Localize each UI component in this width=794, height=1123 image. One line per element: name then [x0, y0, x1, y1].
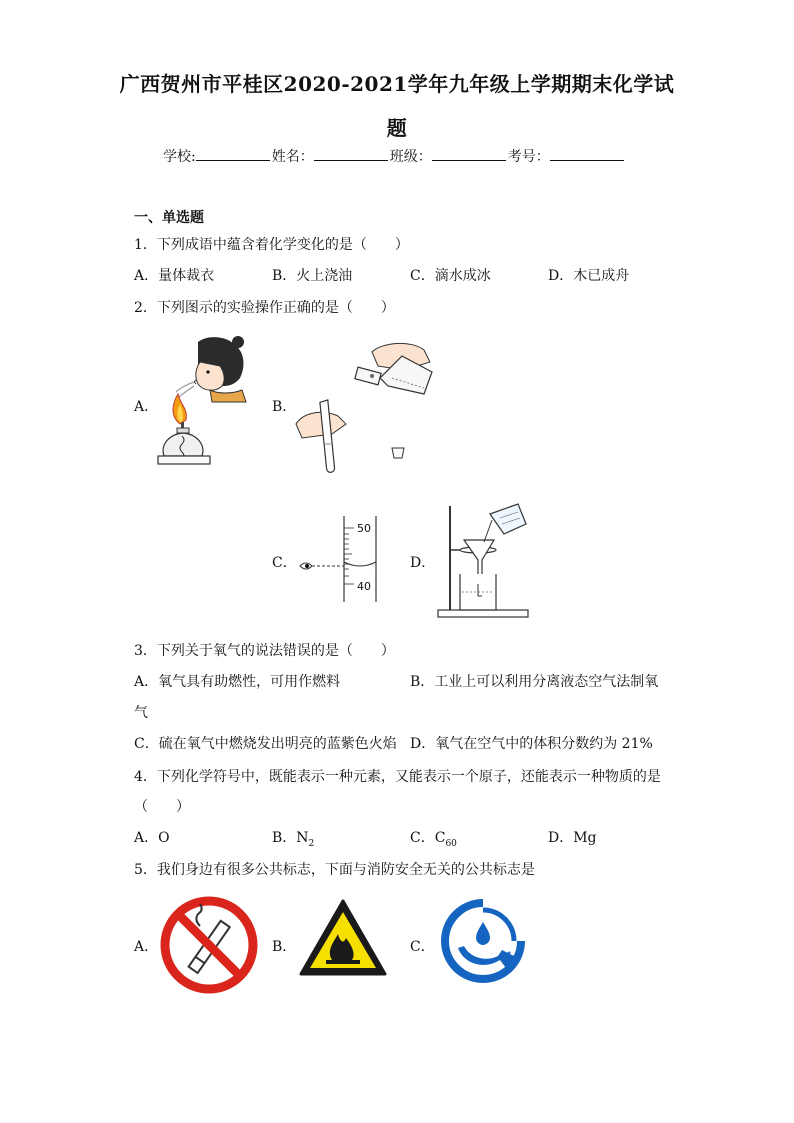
school-label: 学校:	[163, 149, 196, 165]
flammable-warning-sign-icon	[298, 898, 388, 978]
q3-option-b[interactable]: B．工业上可以利用分离液态空气法制氧	[410, 674, 659, 690]
q3-option-d[interactable]: D．氧气在空气中的体积分数约为 21%	[410, 736, 653, 752]
q1-option-b[interactable]: B．火上浇油	[272, 268, 353, 284]
number-label: 考号：	[507, 149, 550, 165]
q4-option-c[interactable]	[410, 827, 457, 849]
water-saving-sign-icon	[440, 898, 526, 984]
q4-option-b[interactable]	[272, 827, 314, 849]
name-blank[interactable]	[314, 148, 388, 161]
name-label: 姓名：	[271, 149, 314, 165]
q2-option-a[interactable]: A．	[134, 399, 159, 415]
question-2-stem: 2．下列图示的实验操作正确的是（ ）	[134, 300, 395, 316]
class-blank[interactable]	[432, 148, 506, 161]
class-label: 班级：	[389, 149, 432, 165]
q1-option-a[interactable]: A．量体裁衣	[134, 268, 215, 284]
q4-option-d[interactable]: D．Mg	[548, 830, 597, 846]
cylinder-mark-40: 40	[357, 580, 371, 593]
q1-option-d[interactable]: D．木已成舟	[548, 268, 630, 284]
pouring-liquid-image	[292, 332, 442, 472]
number-blank[interactable]	[550, 148, 624, 161]
question-1-stem: 1．下列成语中蕴含着化学变化的是（ ）	[134, 237, 409, 253]
question-4-stem: 4．下列化学符号中，既能表示一种元素，又能表示一个原子，还能表示一种物质的是	[134, 769, 661, 785]
q4-option-c-subscript: 60	[445, 838, 457, 849]
question-4-stem-continued: （ ）	[134, 799, 190, 815]
q4-option-b-subscript: 2	[308, 838, 315, 849]
student-info-line	[163, 146, 626, 166]
page-title-continued: 题	[386, 116, 408, 140]
q3-option-c[interactable]: C．硫在氧气中燃烧发出明亮的蓝紫色火焰	[134, 736, 397, 752]
blowing-alcohol-lamp-image	[150, 332, 250, 472]
cylinder-mark-50: 50	[357, 522, 371, 535]
q3-option-b-continued: 气	[134, 705, 148, 721]
section-heading: 一、单选题	[134, 210, 204, 226]
q5-option-b[interactable]: B．	[272, 939, 297, 955]
q4-option-c-text: C．C	[410, 830, 446, 846]
school-blank[interactable]	[196, 148, 270, 161]
q2-option-d[interactable]: D．	[410, 555, 436, 571]
page-title: 广西贺州市平桂区2020-2021学年九年级上学期期末化学试	[119, 72, 675, 96]
question-5-stem: 5．我们身边有很多公共标志，下面与消防安全无关的公共标志是	[134, 862, 535, 878]
q5-option-c[interactable]: C．	[410, 939, 435, 955]
q5-option-a[interactable]: A．	[134, 939, 159, 955]
q4-option-b-text: B．N	[272, 830, 309, 846]
q2-option-b[interactable]: B．	[272, 399, 297, 415]
q4-option-a[interactable]: A．O	[134, 830, 170, 846]
filtration-apparatus-image	[434, 500, 534, 622]
no-smoking-sign-icon	[160, 896, 258, 994]
question-3-stem: 3．下列关于氧气的说法错误的是（ ）	[134, 643, 395, 659]
q1-option-c[interactable]: C．滴水成冰	[410, 268, 491, 284]
q2-option-c[interactable]: C．	[272, 555, 297, 571]
q3-option-a[interactable]: A．氧气具有助燃性，可用作燃料	[134, 674, 341, 690]
